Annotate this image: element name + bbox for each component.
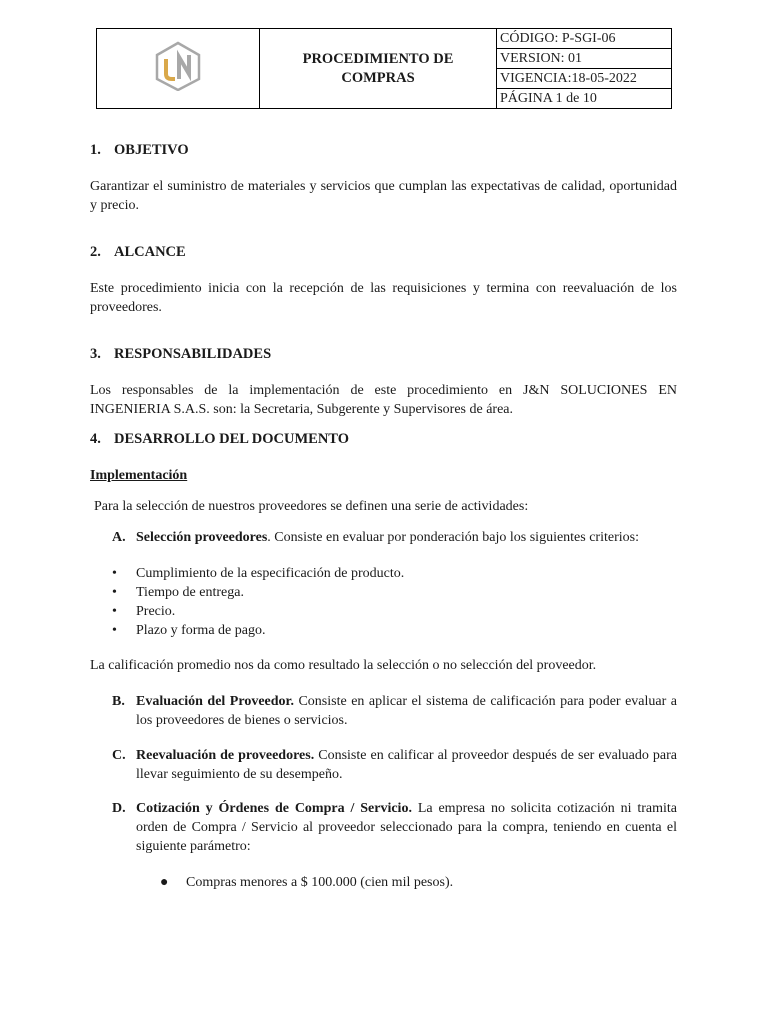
list-item: • Cumplimiento de la especificación de producto. (112, 564, 404, 583)
codigo: CÓDIGO: P-SGI-06 (497, 29, 672, 49)
item-body (136, 799, 677, 856)
title-line-1: PROCEDIMIENTO DE (302, 50, 454, 67)
section-number: 2. (90, 244, 101, 260)
item-letter: D. (112, 801, 126, 816)
heading-alcance (90, 243, 677, 262)
item-a-bold: Selección proveedores (136, 530, 268, 545)
item-b-bold: Evaluación del Proveedor. (136, 694, 294, 709)
heading-responsabilidades (90, 345, 677, 364)
logo-cell (97, 29, 260, 109)
section-number: 1. (90, 142, 101, 158)
version: VERSION: 01 (497, 49, 672, 69)
item-b-text: Consiste en aplicar el sistema de calificación para poder evaluar a los proveedores de bienes o servicios. (136, 694, 678, 728)
item-d (112, 799, 677, 856)
item-body (136, 746, 677, 784)
document-header (96, 28, 672, 109)
section-title: OBJETIVO (114, 142, 189, 158)
section-number: 3. (90, 346, 101, 362)
implementacion-intro: Para la selección de nuestros proveedores se definen una serie de actividades: (94, 499, 529, 514)
purchase-threshold-item (162, 872, 453, 892)
responsabilidades-text: Los responsables de la implementación de este procedimiento en J&N SOLUCIONES EN INGENIERIA S.A.S. son: la Secretaria, Subgerente y Supervisores de área. (90, 383, 677, 417)
item-letter: B. (112, 694, 125, 709)
list-item: • Precio. (112, 602, 404, 621)
item-a-text: . Consiste en evaluar por ponderación bajo los siguientes criterios: (267, 530, 639, 545)
item-c-bold: Reevaluación de proveedores. (136, 748, 315, 763)
item-letter: A. (112, 530, 126, 545)
company-logo-icon (153, 41, 203, 91)
vigencia: VIGENCIA:18-05-2022 (497, 69, 672, 89)
section-title: DESARROLLO DEL DOCUMENTO (114, 431, 349, 447)
item-b (112, 692, 677, 730)
item-body (136, 692, 677, 730)
section-number: 4. (90, 431, 101, 447)
item-c-text: Consiste en calificar al proveedor después de ser evaluado para llevar seguimiento de su desempeño. (136, 748, 677, 782)
implementacion-subtitle: Implementación (90, 468, 188, 483)
item-body (136, 528, 677, 547)
item-d-bold: Cotización y Órdenes de Compra / Servicio. (136, 801, 412, 816)
title-line-2: COMPRAS (341, 69, 415, 86)
item-a (112, 528, 677, 547)
bullet-icon: ● (160, 873, 169, 889)
result-text: La calificación promedio nos da como resultado la selección o no selección del proveedor. (90, 658, 597, 673)
list-item: • Tiempo de entrega. (112, 583, 404, 602)
item-d-text: La empresa no solicita cotización ni tramita orden de Compra / Servicio al proveedor seleccionado para la compra, teniendo en cuenta el siguiente parámetro: (136, 801, 677, 854)
objetivo-text: Garantizar el suministro de materiales y servicios que cumplan las expectativas de calidad, oportunidad y precio. (90, 179, 677, 213)
purchase-threshold-text: Compras menores a $ 100.000 (cien mil pesos). (186, 875, 454, 890)
heading-objetivo (90, 141, 677, 160)
section-title: ALCANCE (114, 244, 186, 260)
document-title (260, 29, 497, 109)
list-item: • Plazo y forma de pago. (112, 621, 404, 640)
criteria-list (112, 564, 404, 640)
item-letter: C. (112, 748, 126, 763)
section-title: RESPONSABILIDADES (114, 346, 272, 362)
heading-desarrollo (90, 430, 677, 449)
item-c (112, 746, 677, 784)
alcance-text: Este procedimiento inicia con la recepción de las requisiciones y termina con reevaluación de los proveedores. (90, 281, 677, 315)
pagina: PÁGINA 1 de 10 (497, 89, 672, 109)
